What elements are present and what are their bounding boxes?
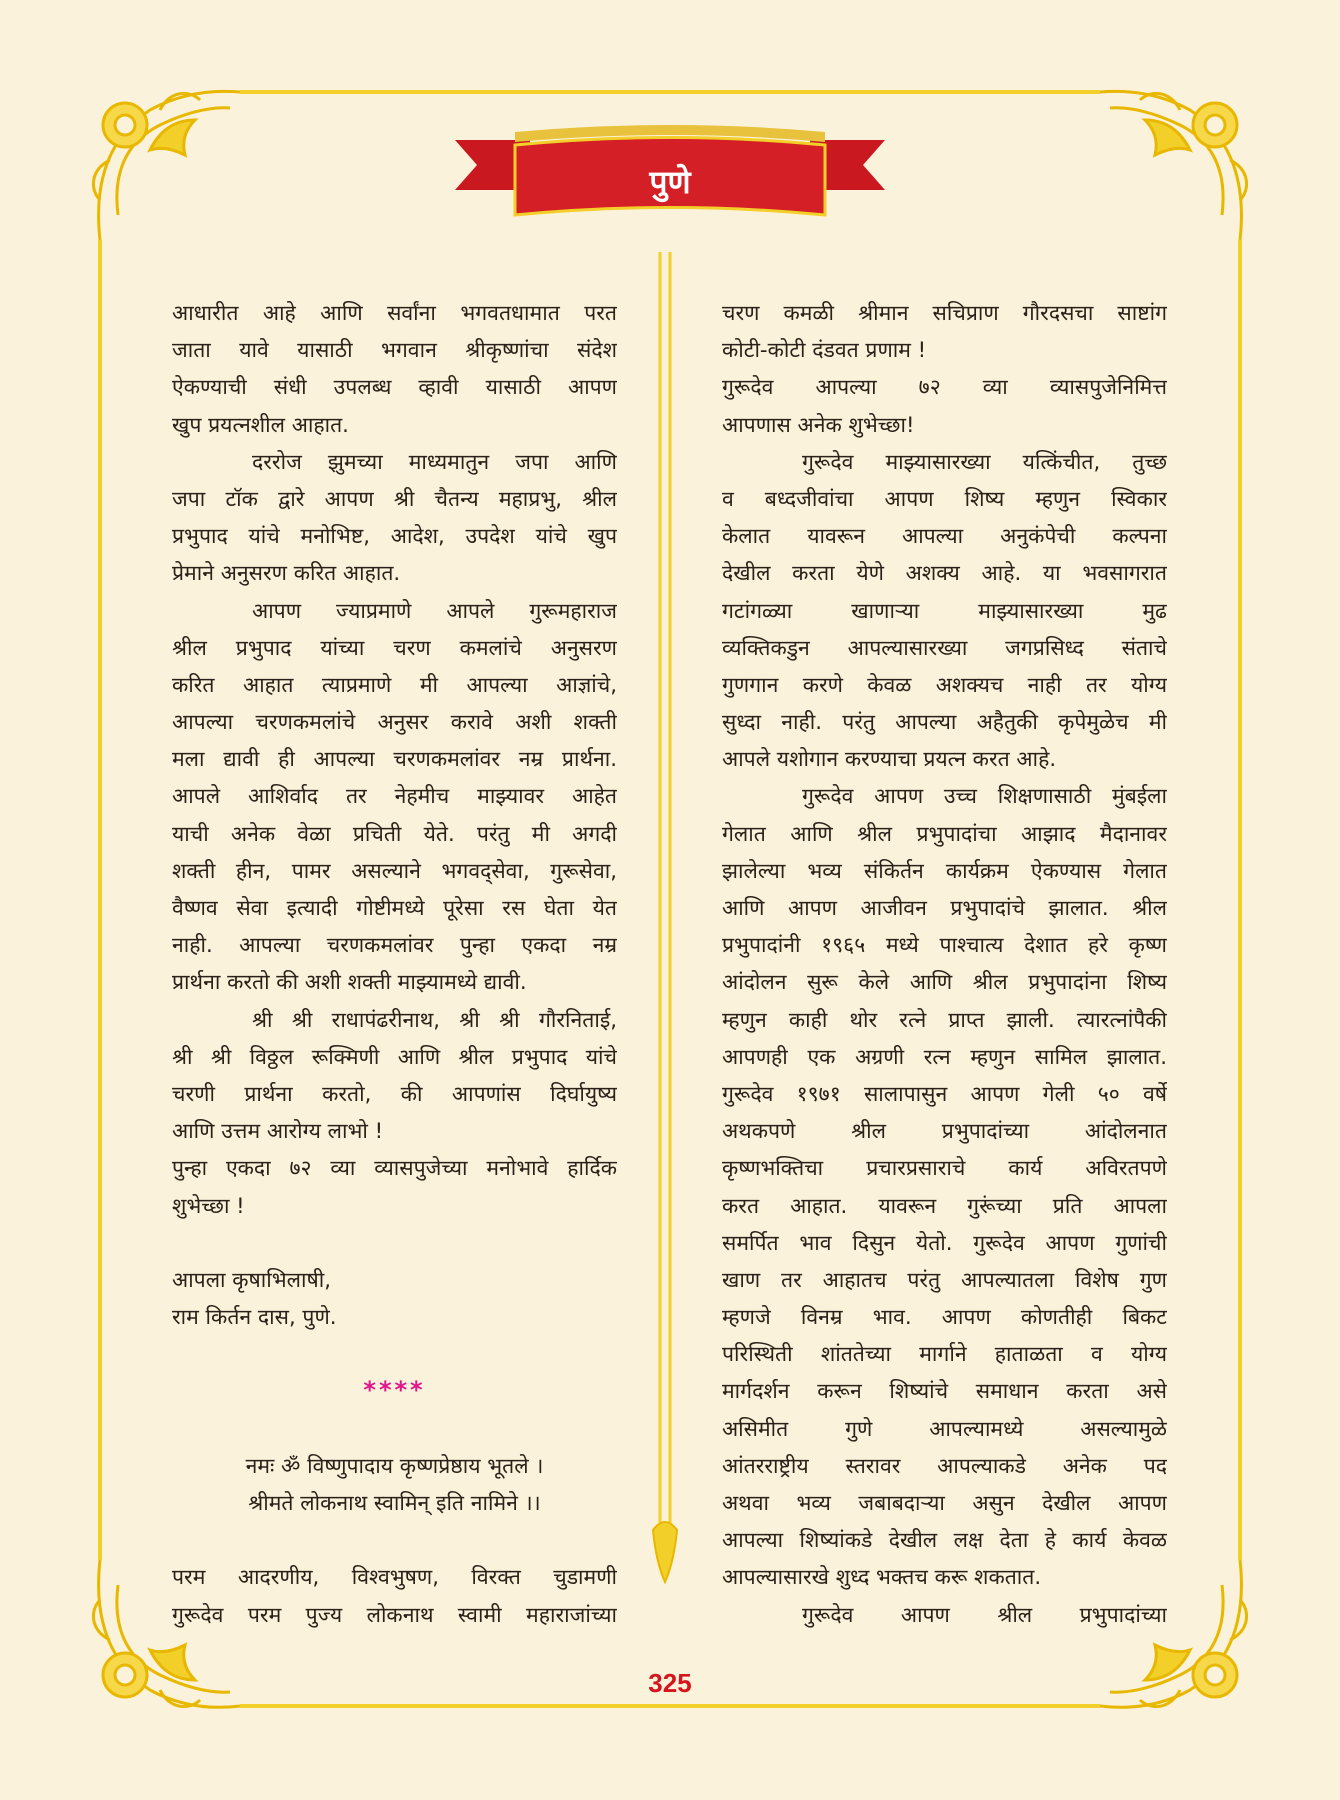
text-line: दररोज झुमच्या माध्यमातुन जपा आणि <box>252 448 617 474</box>
text-line: शक्ती हीन, पामर असल्याने भगवद्सेवा, गुरूसेवा, <box>172 857 617 883</box>
text-line: आपले यशोगान करण्याचा प्रयत्न करत आहे. <box>722 746 1057 772</box>
signature-line: राम किर्तन दास, पुणे. <box>172 1304 337 1330</box>
left-column <box>172 294 617 1633</box>
page-number: 325 <box>648 1668 692 1698</box>
text-line: केलात यावरून आपल्या अनुकंपेची कल्पना <box>722 523 1167 549</box>
text-line: गुरूदेव परम पुज्य लोकनाथ स्वामी महाराजांच्या <box>172 1601 617 1627</box>
text-line: सुध्दा नाही. परंतु आपल्या अहैतुकी कृपेमुळेच मी <box>722 709 1167 735</box>
text-line: करत आहात. यावरून गुरूंच्या प्रति आपला <box>722 1192 1167 1218</box>
text-line: प्रेमाने अनुसरण करित आहात. <box>172 560 401 586</box>
text-line: व्यक्तिकडुन आपल्यासारख्या जगप्रसिध्द संताचे <box>722 634 1167 660</box>
text-line: श्री श्री विठ्ठल रूक्मिणी आणि श्रील प्रभुपाद यांचे <box>172 1043 617 1069</box>
paragraph <box>722 443 1167 778</box>
paragraph <box>172 1001 617 1150</box>
text-line: वैष्णव सेवा इत्यादी गोष्टीमध्ये पूरेसा रस घेता येत <box>172 895 617 920</box>
corner-ornament-top-right <box>1100 91 1247 240</box>
text-line: कृष्णभक्तिचा प्रचारप्रसाराचे कार्य अविरतपणे <box>722 1155 1167 1181</box>
text-line: गटांगळ्या खाणाऱ्या माझ्यासारख्या मुढ <box>722 597 1167 623</box>
text-line: आणि आपण आजीवन प्रभुपादांचे झालात. श्रील <box>722 895 1167 920</box>
text-line: कोटी-कोटी दंडवत प्रणाम ! <box>722 337 927 363</box>
text-line: आपणही एक अग्रणी रत्न म्हणुन सामिल झालात. <box>722 1043 1167 1069</box>
verse-line: श्रीमते लोकनाथ स्वामिन् इति नामिने ।। <box>248 1490 541 1515</box>
text-line: झालेल्या भव्य संकिर्तन कार्यक्रम ऐकण्यास गेलात <box>722 857 1167 883</box>
text-line: व बध्दजीवांचा आपण शिष्य म्हणुन स्विकार <box>722 485 1167 511</box>
text-line: खाण तर आहातच परंतु आपल्यातला विशेष गुण <box>722 1266 1167 1292</box>
page-title: पुणे <box>649 163 691 201</box>
text-line: जपा टॉक द्वारे आपण श्री चैतन्य महाप्रभु, श्रील <box>172 485 617 511</box>
signature-line: आपला कृषाभिलाषी, <box>172 1266 331 1292</box>
paragraph <box>172 294 617 443</box>
paragraph <box>172 1149 617 1223</box>
paragraph <box>172 1558 617 1632</box>
text-line: आधारीत आहे आणि सर्वांना भगवतधामात परत <box>172 300 617 325</box>
paragraph <box>722 368 1167 442</box>
text-line: जाता यावे यासाठी भगवान श्रीकृष्णांचा संदेश <box>172 337 617 363</box>
text-line: गुरूदेव माझ्यासारख्या यत्किंचीत, तुच्छ <box>802 448 1167 474</box>
text-line: गुरूदेव आपल्या ७२ व्या व्यासपुजेनिमित्त <box>722 374 1167 400</box>
text-line: असिमीत गुणे आपल्यामध्ये असल्यामुळे <box>722 1415 1167 1441</box>
text-line: अथवा भव्य जबाबदाऱ्या असुन देखील आपण <box>722 1490 1167 1515</box>
text-line: खुप प्रयत्नशील आहात. <box>172 411 349 437</box>
text-line: ऐकण्याची संधी उपलब्ध व्हावी यासाठी आपण <box>172 374 617 400</box>
text-line: याची अनेक वेळा प्रचिती येते. परंतु मी अगदी <box>172 820 617 846</box>
paragraph <box>172 592 617 1001</box>
signature-block <box>172 1261 617 1335</box>
text-line: परम आदरणीय, विश्वभुषण, विरक्त चुडामणी <box>172 1564 617 1590</box>
text-line: चरणी प्रार्थना करतो, की आपणांस दिर्घायुष्य <box>172 1080 617 1106</box>
text-line: श्री श्री राधापंढरीनाथ, श्री श्री गौरनिताई, <box>252 1006 617 1032</box>
text-line: म्हणजे विनम्र भाव. आपण कोणतीही बिकट <box>722 1304 1167 1330</box>
text-line: गुरूदेव आपण श्रील प्रभुपादांच्या <box>802 1601 1167 1627</box>
text-line: मार्गदर्शन करून शिष्यांचे समाधान करता असे <box>722 1378 1167 1404</box>
text-line: देखील करता येणे अशक्य आहे. या भवसागरात <box>722 560 1167 586</box>
text-line: परिस्थिती शांततेच्या मार्गाने हाताळता व योग्य <box>722 1341 1167 1367</box>
text-line: मला द्यावी ही आपल्या चरणकमलांवर नम्र प्रार्थना. <box>172 746 617 772</box>
corner-ornament-top-left <box>93 91 240 240</box>
text-line: नाही. आपल्या चरणकमलांवर पुन्हा एकदा नम्र <box>172 932 617 958</box>
text-line: आंतरराष्ट्रीय स्तरावर आपल्याकडे अनेक पद <box>722 1452 1167 1478</box>
paragraph <box>172 443 617 592</box>
text-line: समर्पित भाव दिसुन येतो. गुरूदेव आपण गुणांची <box>722 1229 1167 1255</box>
paragraph <box>722 294 1167 368</box>
text-line: गुणगान करणे केवळ अशक्यच नाही तर योग्य <box>722 671 1167 697</box>
text-line: पुन्हा एकदा ७२ व्या व्यासपुजेच्या मनोभावे हार्दिक <box>172 1155 617 1181</box>
text-line: अथकपणे श्रील प्रभुपादांच्या आंदोलनात <box>722 1118 1167 1144</box>
text-line: करित आहात त्याप्रमाणे मी आपल्या आज्ञांचे, <box>172 671 617 697</box>
text-line: आंदोलन सुरू केले आणि श्रील प्रभुपादांना शिष्य <box>722 969 1167 995</box>
verse-line: नमः ॐ विष्णुपादाय कृष्णप्रेष्ठाय भूतले । <box>245 1452 544 1478</box>
text-line: गेलात आणि श्रील प्रभुपादांचा आझाद मैदानावर <box>722 820 1167 846</box>
sanskrit-verse <box>172 1447 617 1521</box>
text-line: प्रभुपादांनी १९६५ मध्ये पाश्चात्य देशात हरे कृष्ण <box>722 932 1167 958</box>
text-line: आपल्या चरणकमलांचे अनुसर करावे अशी शक्ती <box>172 709 617 735</box>
paragraph <box>722 777 1167 1595</box>
section-separator-stars: **** <box>363 1376 426 1405</box>
text-line: गुरूदेव १९७१ सालापासुन आपण गेली ५० वर्षे <box>722 1080 1167 1106</box>
text-line: श्रील प्रभुपाद यांच्या चरण कमलांचे अनुसरण <box>172 634 617 660</box>
text-line: आपले आशिर्वाद तर नेहमीच माझ्यावर आहेत <box>172 783 617 809</box>
text-line: आपण ज्याप्रमाणे आपले गुरूमहाराज <box>252 597 617 623</box>
text-line: चरण कमळी श्रीमान सचिप्राण गौरदसचा साष्टांग <box>722 300 1167 325</box>
text-line: शुभेच्छा ! <box>172 1192 245 1218</box>
text-line: आपल्या शिष्यांकडे देखील लक्ष देता हे कार्य केवळ <box>722 1527 1167 1553</box>
text-line: आणि उत्तम आरोग्य लाभो ! <box>172 1118 384 1144</box>
right-column <box>722 294 1167 1633</box>
text-line: प्रार्थना करतो की अशी शक्ती माझ्यामध्ये द्यावी. <box>172 969 527 995</box>
text-line: आपल्यासारखे शुध्द भक्तच करू शकतात. <box>722 1564 1042 1590</box>
column-divider <box>650 252 680 1632</box>
text-line: म्हणुन काही थोर रत्ने प्राप्त झाली. त्यारत्नांपैकी <box>722 1006 1167 1032</box>
text-line: प्रभुपाद यांचे मनोभिष्ट, आदेश, उपदेश यांचे खुप <box>172 523 617 549</box>
text-line: आपणास अनेक शुभेच्छा! <box>722 411 915 437</box>
text-line: गुरूदेव आपण उच्च शिक्षणासाठी मुंबईला <box>802 783 1167 809</box>
paragraph <box>722 1596 1167 1633</box>
